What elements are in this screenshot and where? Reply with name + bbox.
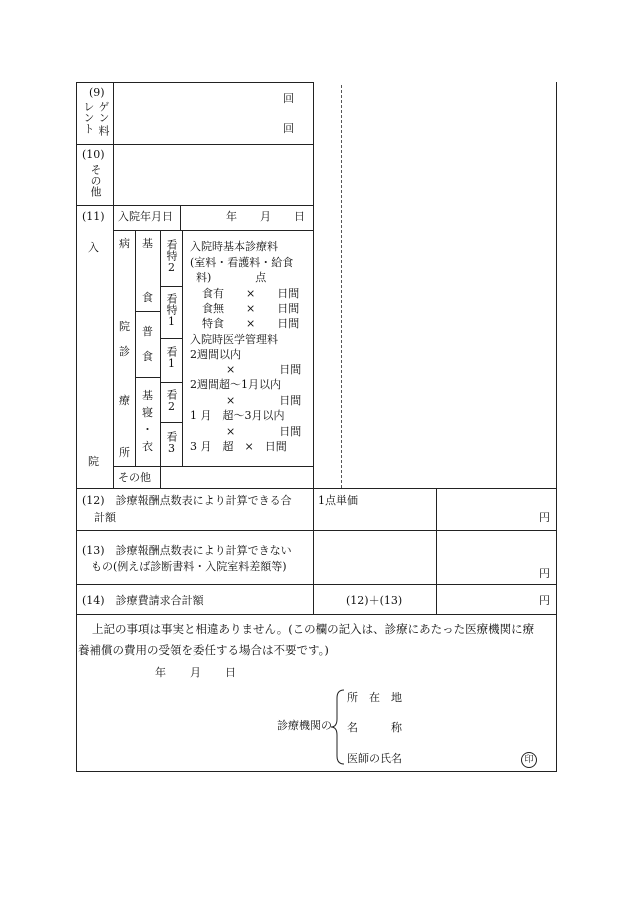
cert-date-month: 月 bbox=[190, 666, 201, 679]
dashed-divider bbox=[341, 85, 342, 488]
cert-line1: 上記の事項は事実と相違ありません。(この欄の記入は、診療にあたった医療機関に療 bbox=[92, 622, 535, 636]
rule-row12-split2 bbox=[436, 488, 437, 615]
rule-top bbox=[76, 82, 314, 83]
row12-label-line2: 計額 bbox=[94, 511, 116, 524]
rule-k1-bottom bbox=[160, 382, 183, 383]
cert-line2: 養補償の費用の受領を委任する場合は不要です。) bbox=[78, 643, 329, 657]
row9-unit-bottom: 回 bbox=[283, 122, 294, 135]
fee-line-4: 食有 × 日間 bbox=[202, 287, 300, 300]
rule-futsu-bottom bbox=[135, 377, 161, 378]
admission-date-year: 年 bbox=[226, 210, 237, 223]
cert-date-year: 年 bbox=[155, 666, 166, 679]
row10-label: その他 bbox=[89, 164, 102, 197]
fee-line-8: 2週間以内 bbox=[190, 348, 241, 361]
row14-formula: (12)＋(13) bbox=[346, 594, 403, 607]
rule-sonota-top bbox=[113, 466, 314, 467]
row12-yen: 円 bbox=[539, 511, 550, 524]
rule-col-kan bbox=[182, 230, 183, 467]
rule-row11-bottom bbox=[76, 488, 557, 489]
rule-kihon-bottom bbox=[135, 311, 161, 312]
row14-yen: 円 bbox=[539, 594, 550, 607]
rule-col11-label bbox=[113, 205, 114, 489]
kan-2: 看2 bbox=[165, 389, 178, 413]
row11-nyuin-top: 入 bbox=[88, 241, 99, 254]
seal-icon: 印 bbox=[521, 752, 537, 768]
row11-nyuin-bottom: 院 bbox=[88, 455, 99, 468]
row14-label: (14) 診療費請求合計額 bbox=[82, 594, 204, 607]
kishin-char-3: ・ bbox=[142, 423, 153, 436]
institution-prefix: 診療機関の bbox=[277, 719, 332, 732]
row9-unit-top: 回 bbox=[283, 92, 294, 105]
fee-line-14: 3 月 超 × 日間 bbox=[190, 440, 287, 453]
brace-icon bbox=[330, 689, 346, 765]
kihon-char-2: 食 bbox=[142, 291, 153, 304]
admission-date-label: 入院年月日 bbox=[118, 210, 173, 223]
doctor-label: 医師の氏名 bbox=[347, 752, 402, 765]
frame-left bbox=[76, 82, 77, 772]
fee-line-13: × 日間 bbox=[226, 425, 302, 438]
fee-line-9: × 日間 bbox=[226, 363, 302, 376]
futsu-char-1: 普 bbox=[142, 325, 153, 338]
kihon-char-1: 基 bbox=[142, 237, 153, 250]
row13-label-line1: (13) 診療報酬点数表により計算できない bbox=[82, 544, 292, 557]
cert-date-day: 日 bbox=[225, 666, 236, 679]
rule-row10-bottom bbox=[76, 205, 314, 206]
byoin-char-4: 療 bbox=[119, 394, 130, 407]
kan-3: 看3 bbox=[165, 431, 178, 455]
rule-col-byoin bbox=[135, 230, 136, 467]
fee-line-5: 食無 × 日間 bbox=[202, 302, 300, 315]
row11-number: (11) bbox=[82, 210, 105, 223]
rule-row12-split1 bbox=[313, 488, 314, 615]
row9-label-col1: ゲン bbox=[97, 101, 110, 123]
rule-col-shoku bbox=[160, 230, 161, 489]
rule-kt2-bottom bbox=[160, 286, 183, 287]
rule-row9-bottom bbox=[76, 144, 314, 145]
row9-label-col2: レント bbox=[82, 101, 95, 134]
rule-admission-split bbox=[180, 205, 181, 231]
row9-number: (9) bbox=[89, 86, 105, 99]
name-label: 名 称 bbox=[347, 721, 402, 734]
rule-kt1-bottom bbox=[160, 338, 183, 339]
row12-label-line1: (12) 診療報酬点数表により計算できる合 bbox=[82, 494, 292, 507]
row9-label-col3: 料 bbox=[97, 125, 110, 136]
kan-toku1: 看特1 bbox=[165, 293, 178, 328]
frame-right bbox=[556, 82, 557, 772]
futsu-char-2: 食 bbox=[142, 350, 153, 363]
fee-line-10: 2週間超～1月以内 bbox=[190, 378, 281, 391]
frame-bottom bbox=[76, 771, 557, 772]
admission-date-month: 月 bbox=[260, 210, 271, 223]
row13-label-line2: もの(例えば診断書料・入院室料差額等) bbox=[91, 560, 287, 573]
admission-date-day: 日 bbox=[294, 210, 305, 223]
rule-admission-date bbox=[113, 230, 314, 231]
fee-line-3: 料) 点 bbox=[196, 271, 267, 284]
kan-toku2: 看特2 bbox=[165, 239, 178, 274]
fee-line-12: 1 月 超～3月以内 bbox=[190, 409, 285, 422]
kan-1: 看1 bbox=[165, 346, 178, 370]
rule-row12-bottom bbox=[76, 530, 557, 531]
kishin-char-4: 衣 bbox=[142, 440, 153, 453]
byoin-char-2: 院 bbox=[119, 320, 130, 333]
fee-line-6: 特食 × 日間 bbox=[202, 317, 300, 330]
fee-line-7: 入院時医学管理料 bbox=[190, 333, 278, 346]
fee-line-2: (室料・看護料・給食 bbox=[190, 256, 294, 269]
row10-number: (10) bbox=[82, 148, 105, 161]
rule-row13-bottom bbox=[76, 584, 557, 585]
byoin-char-3: 診 bbox=[119, 345, 130, 358]
fee-line-1: 入院時基本診療料 bbox=[190, 240, 278, 253]
row12-unit-price: 1点単価 bbox=[318, 494, 358, 507]
kishin-char-1: 基 bbox=[142, 389, 153, 402]
kishin-char-2: 寝 bbox=[142, 406, 153, 419]
rule-label-col bbox=[113, 82, 114, 206]
address-label: 所 在 地 bbox=[347, 691, 402, 704]
fee-line-11: × 日間 bbox=[226, 394, 302, 407]
row11-sonota: その他 bbox=[118, 471, 151, 484]
rule-row14-bottom bbox=[76, 614, 557, 615]
row13-yen: 円 bbox=[539, 567, 550, 580]
byoin-char-1: 病 bbox=[119, 237, 130, 250]
byoin-char-5: 所 bbox=[119, 446, 130, 459]
rule-k2-bottom bbox=[160, 422, 183, 423]
